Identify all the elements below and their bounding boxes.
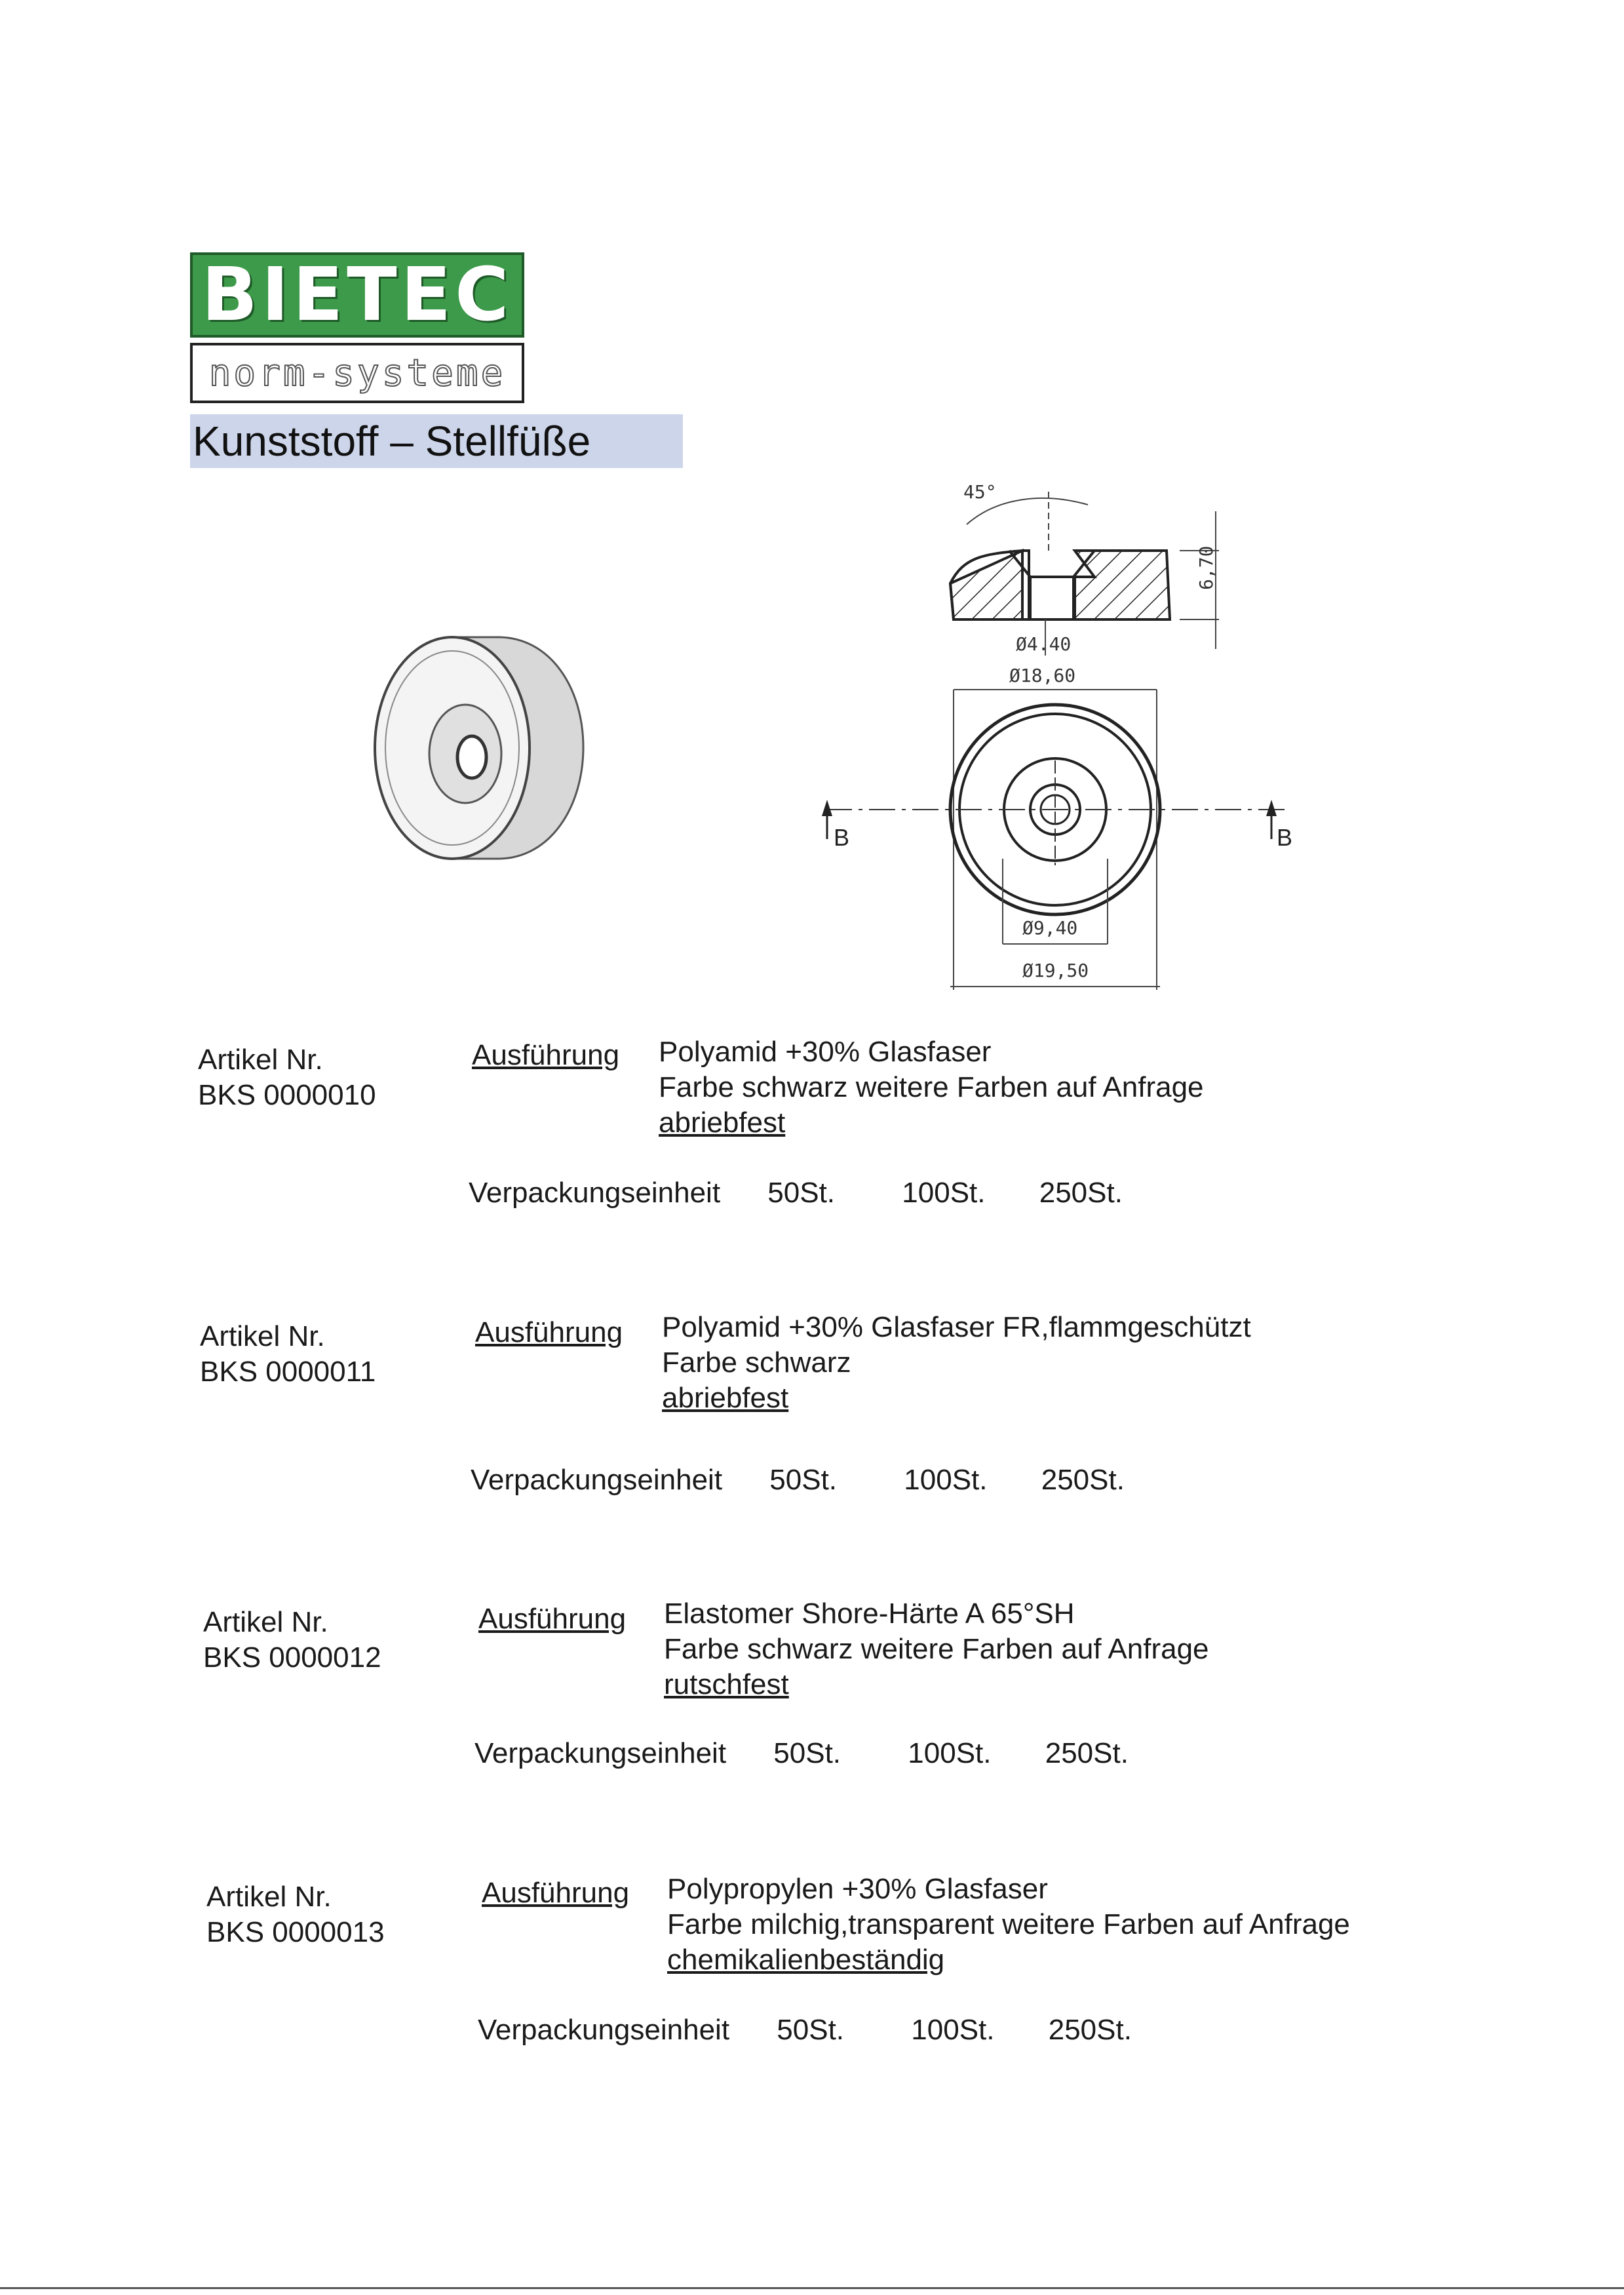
page-title: Kunststoff – Stellfüße [193,418,591,465]
article-number: BKS 0000012 [203,1641,381,1674]
product-4-spec [667,1872,1350,1978]
packaging-label: Verpackungseinheit [471,1464,723,1496]
material-line: Polyamid +30% Glasfaser FR,flammgeschützt [662,1311,1251,1343]
article-label: Artikel Nr. [203,1606,328,1638]
dim-d3: Ø19,50 [1022,960,1089,981]
page-title-band [190,414,683,468]
packaging-label: Verpackungseinheit [478,2014,730,2046]
execution-label: Ausführung [482,1877,630,1909]
article-number: BKS 0000013 [206,1916,385,1948]
qty-option: 100St. [904,1464,988,1496]
packaging-label: Verpackungseinheit [474,1737,727,1769]
article-label: Artikel Nr. [200,1320,325,1352]
property-line: abriebfest [662,1382,789,1414]
color-line: Farbe milchig,transparent weitere Farben auf Anfrage [667,1908,1350,1940]
material-line: Polypropylen +30% Glasfaser [667,1873,1048,1905]
product-1-spec [659,1034,1204,1141]
qty-option: 250St. [1041,1464,1125,1496]
color-line: Farbe schwarz [662,1346,851,1379]
qty-option: 100St. [902,1177,986,1209]
dim-d2: Ø9,40 [1022,917,1078,939]
article-label: Artikel Nr. [198,1044,323,1076]
dim-angle: 45° [963,481,997,503]
qty-option: 250St. [1048,2014,1132,2046]
qty-option: 250St. [1045,1737,1129,1769]
packaging-label: Verpackungseinheit [469,1177,721,1209]
execution-label: Ausführung [472,1039,620,1071]
dim-height: 6,70 [1195,545,1217,590]
product-2-spec [662,1310,1251,1416]
qty-option: 100St. [908,1737,992,1769]
product-4-packaging [478,2014,1132,2047]
section-marker-left: B [834,824,850,851]
qty-option: 50St. [773,1737,841,1769]
article-number: BKS 0000011 [200,1356,376,1388]
section-marker-right: B [1277,824,1293,851]
article-number: BKS 0000010 [198,1079,376,1111]
product-2-packaging [471,1464,1125,1497]
logo-brand: BIETEC [190,252,524,338]
property-line: abriebfest [659,1107,786,1139]
qty-option: 250St. [1039,1177,1123,1209]
product-3-packaging [474,1737,1129,1770]
material-line: Elastomer Shore-Härte A 65°SH [664,1598,1075,1630]
qty-option: 50St. [767,1177,836,1209]
page-bottom-edge [0,2287,1624,2289]
isometric-foot-drawing [341,623,603,885]
product-1-packaging [469,1177,1123,1209]
dim-hole: Ø4.40 [1016,633,1072,655]
article-label: Artikel Nr. [206,1881,332,1913]
product-4-article [206,1879,385,1950]
execution-label: Ausführung [475,1316,623,1348]
execution-label: Ausführung [478,1603,627,1635]
color-line: Farbe schwarz weitere Farben auf Anfrage [659,1071,1204,1103]
property-line: rutschfest [664,1668,789,1700]
company-logo [190,252,524,403]
property-line: chemikalienbeständig [667,1944,945,1976]
material-line: Polyamid +30% Glasfaser [659,1036,992,1068]
product-1-article [198,1042,376,1113]
qty-option: 50St. [777,2014,845,2046]
product-3-spec [664,1596,1209,1702]
color-line: Farbe schwarz weitere Farben auf Anfrage [664,1633,1209,1665]
product-2-article [200,1319,376,1390]
qty-option: 50St. [769,1464,838,1496]
dim-d1: Ø18,60 [1009,665,1076,686]
product-3-article [203,1605,381,1676]
technical-drawing [813,472,1324,1023]
qty-option: 100St. [911,2014,995,2046]
logo-subtitle: norm-systeme [190,343,524,403]
